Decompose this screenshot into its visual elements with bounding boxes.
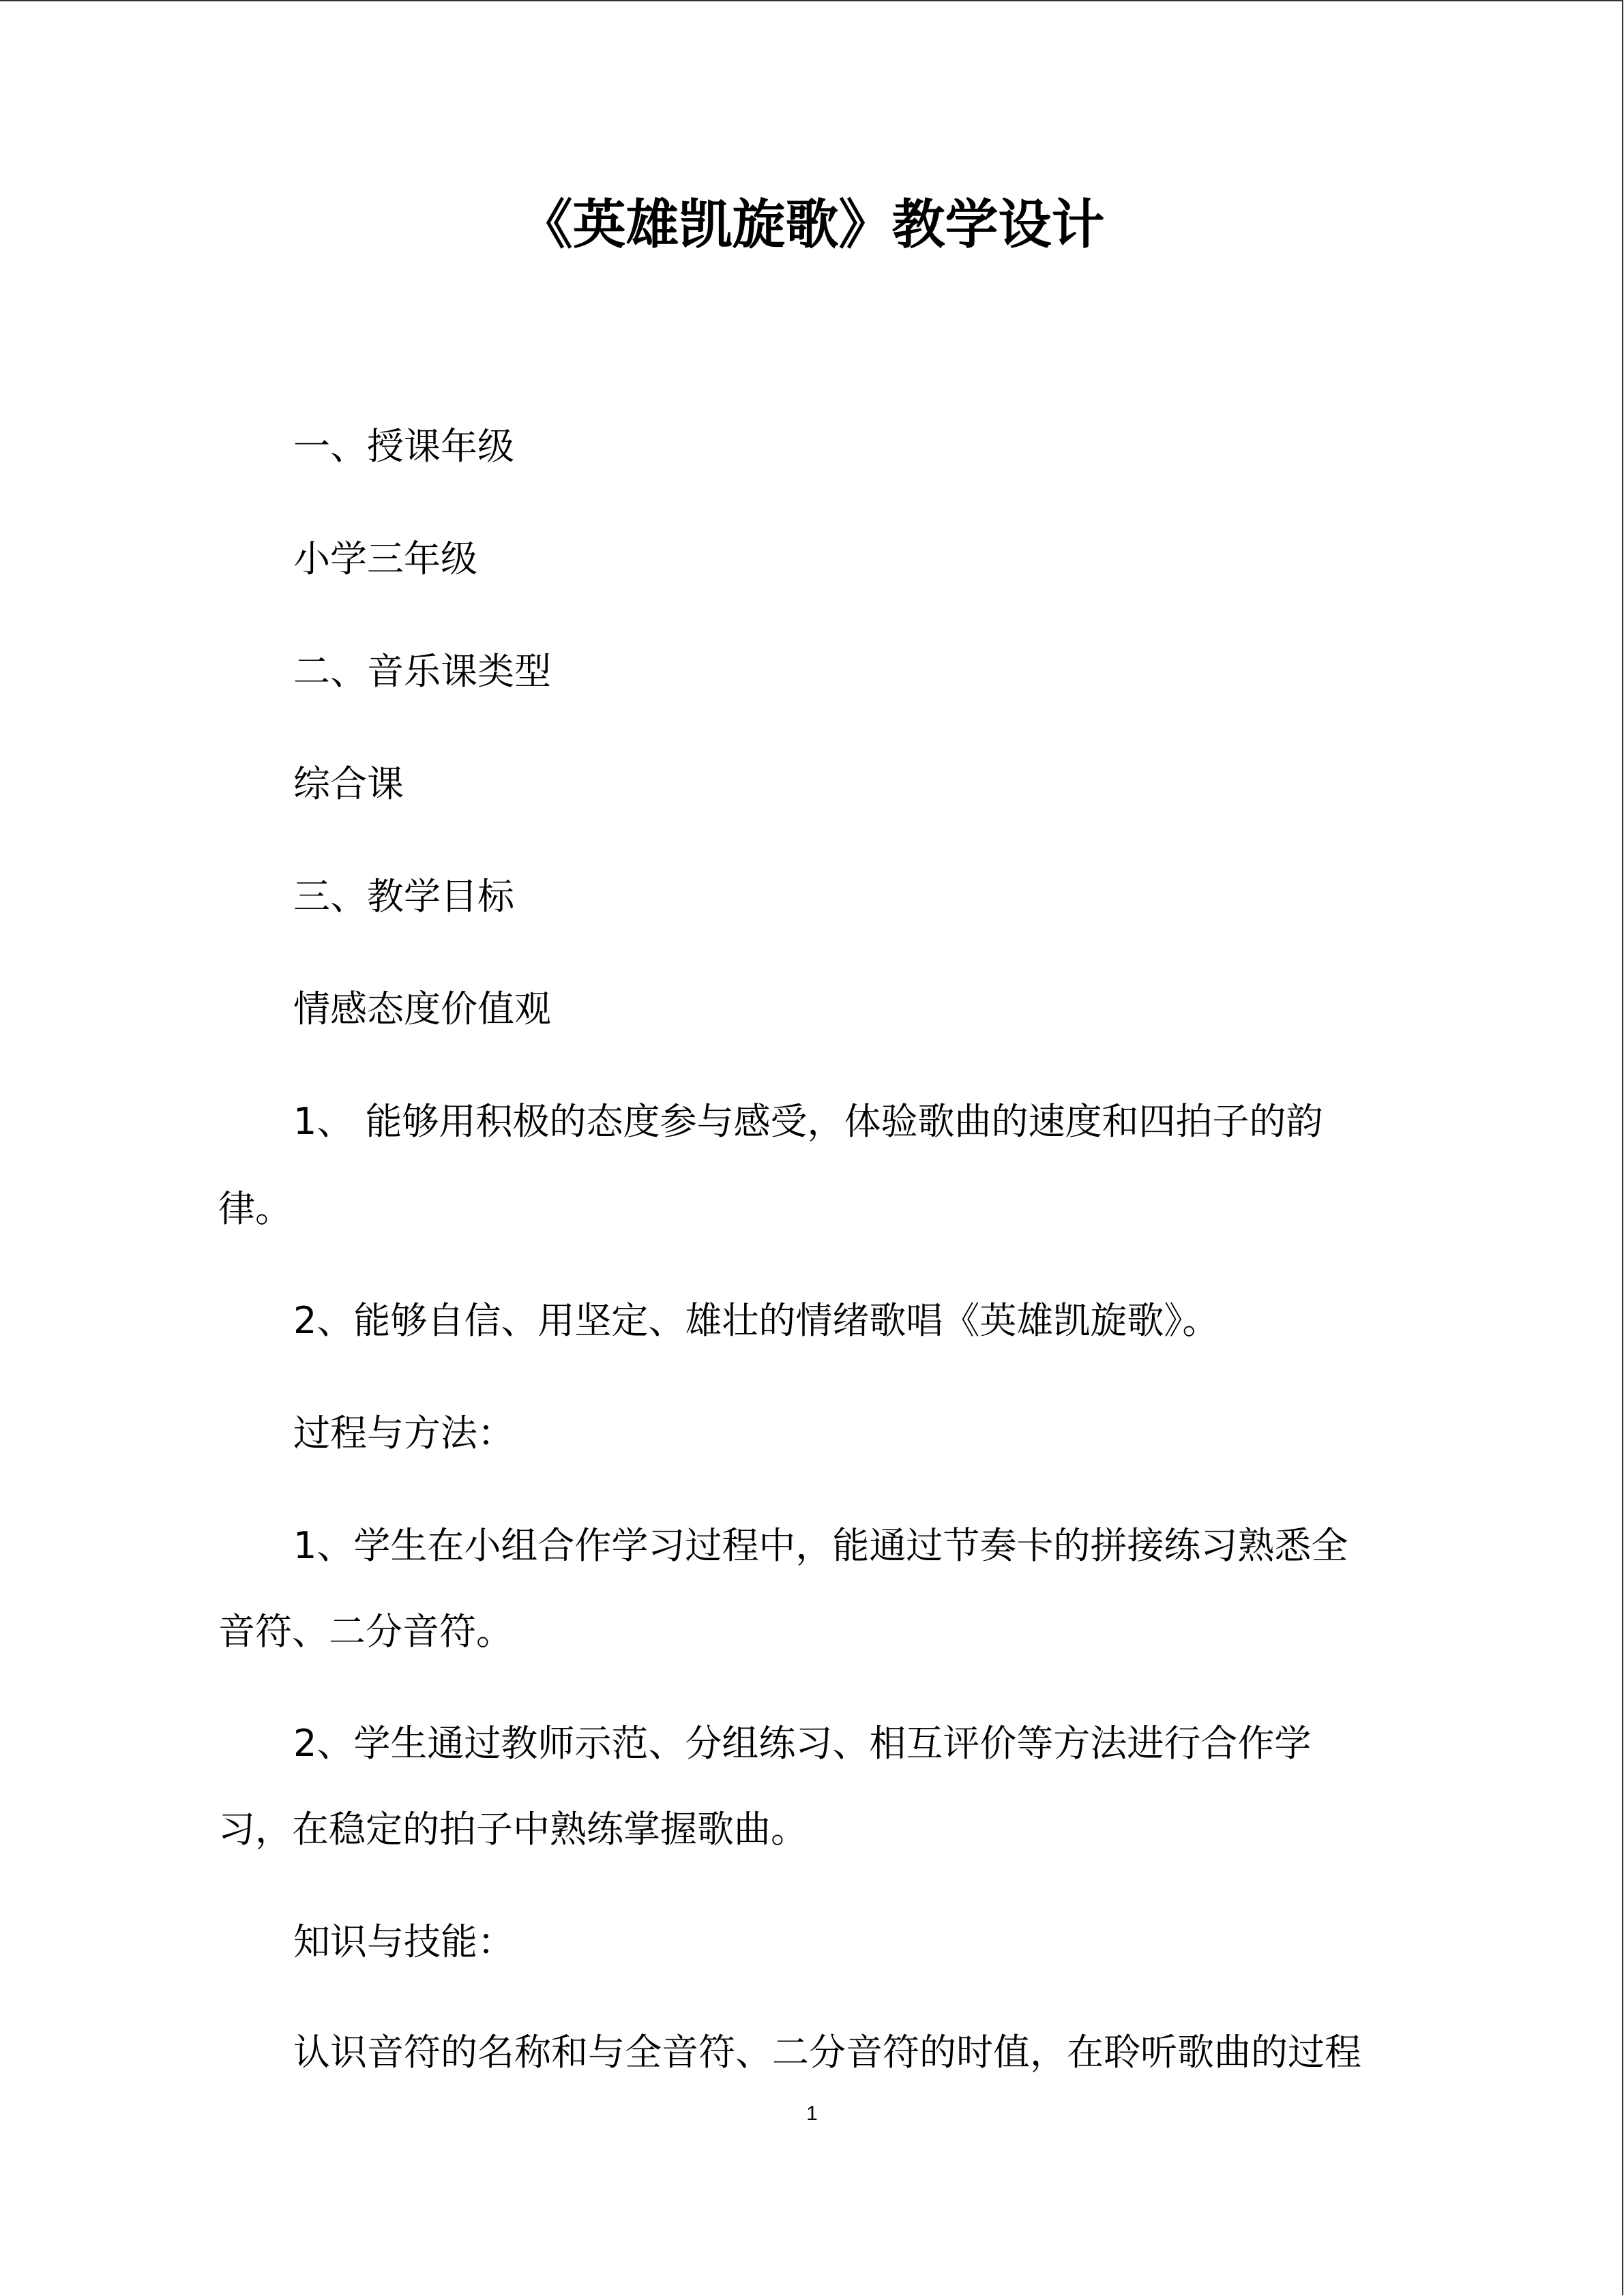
paragraph-emotion-item-1-continued	[218, 1185, 1405, 1233]
paragraph-text: 2、能够自信、用坚定、雄壮的情绪歌唱《英雄凯旋歌》。	[293, 1299, 1220, 1342]
paragraph-lesson-type	[293, 760, 1480, 808]
paragraph-lesson-type-heading	[293, 648, 1480, 696]
paragraph-text: 音符、二分音符。	[218, 1610, 513, 1653]
paragraph-process-item-1-continued	[218, 1608, 1405, 1656]
paragraph-emotion-heading	[293, 985, 1480, 1033]
paragraph-emotion-item-1	[293, 1098, 1480, 1146]
paragraph-process-item-2	[293, 1720, 1480, 1768]
paragraph-text: 习，在稳定的拍子中熟练掌握歌曲。	[218, 1808, 808, 1851]
paragraph-text: 一、授课年级	[293, 425, 514, 468]
paragraph-objectives-heading	[293, 873, 1480, 921]
paragraph-text: 情感态度价值观	[293, 987, 551, 1030]
paragraph-process-heading	[293, 1410, 1480, 1457]
paragraph-text: 小学三年级	[293, 537, 477, 580]
paragraph-grade-heading	[293, 423, 1480, 471]
paragraph-text: 三、教学目标	[293, 875, 514, 918]
paragraph-text: 1、 能够用积极的态度参与感受，体验歌曲的速度和四拍子的韵	[293, 1100, 1323, 1143]
paragraph-text: 认识音符的名称和与全音符、二分音符的时值，在聆听歌曲的过程	[293, 2031, 1361, 2074]
paragraph-text: 过程与方法：	[293, 1412, 514, 1455]
paragraph-process-item-2-continued	[218, 1806, 1405, 1853]
paragraph-text: 知识与技能：	[293, 1920, 514, 1963]
paragraph-text: 综合课	[293, 762, 404, 805]
paragraph-text: 二、音乐课类型	[293, 650, 551, 693]
paragraph-skills-item	[293, 2029, 1480, 2076]
paragraph-text: 1、学生在小组合作学习过程中，能通过节奏卡的拼接练习熟悉全	[293, 1524, 1348, 1567]
paragraph-process-item-1	[293, 1522, 1480, 1570]
document-title: 《英雄凯旋歌》教学设计	[519, 194, 1105, 256]
page-number: 1	[806, 2102, 818, 2125]
paragraph-skills-heading	[293, 1918, 1480, 1966]
paragraph-text: 2、学生通过教师示范、分组练习、相互评价等方法进行合作学	[293, 1722, 1312, 1765]
paragraph-emotion-item-2	[293, 1297, 1480, 1345]
paragraph-text: 律。	[218, 1187, 292, 1230]
paragraph-grade	[293, 535, 1480, 583]
